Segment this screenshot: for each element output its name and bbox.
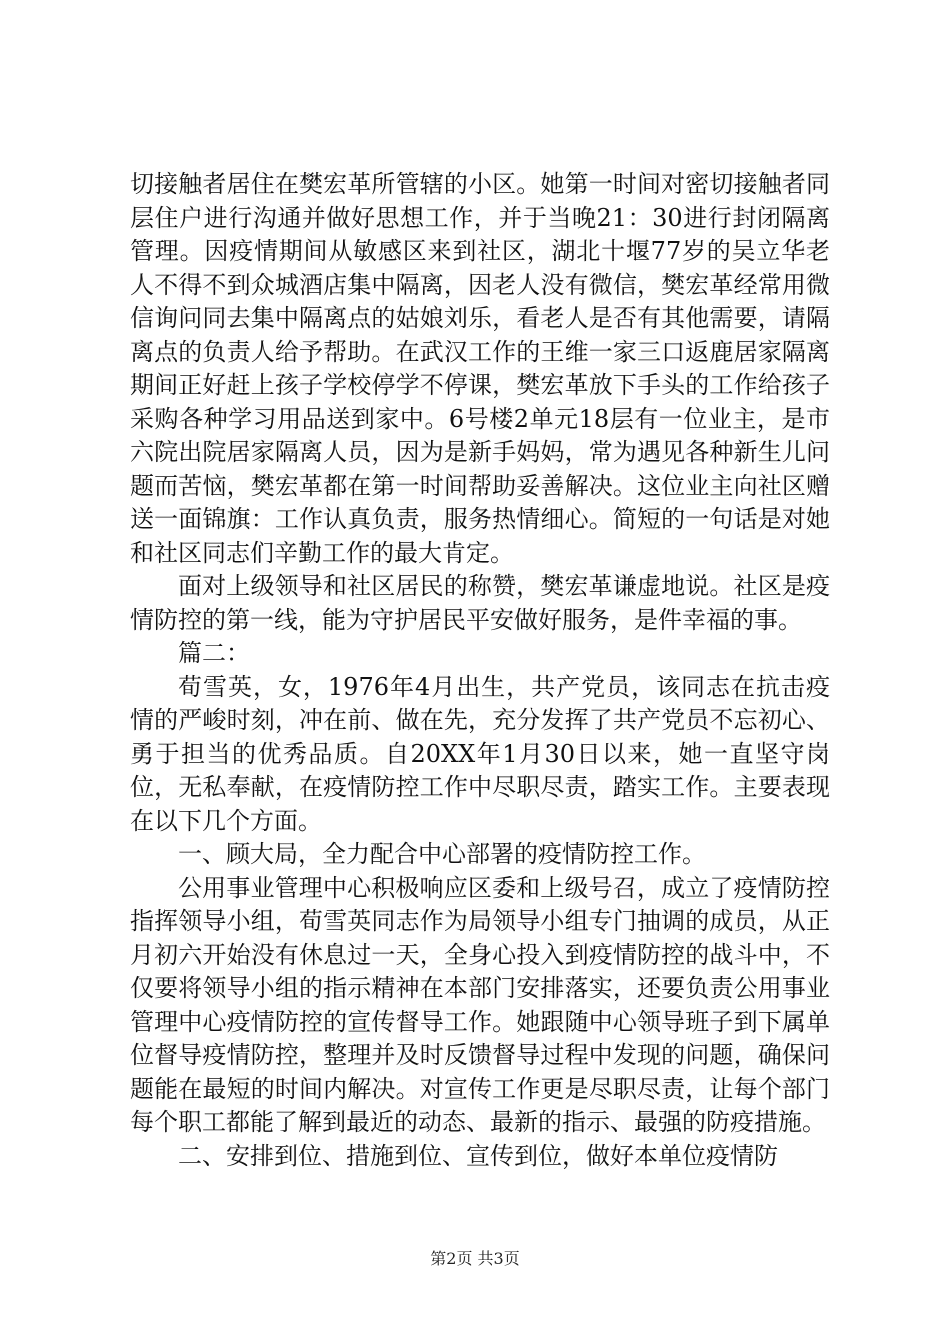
subheading-2: 二、安排到位、措施到位、宣传到位，做好本单位疫情防 [178,1141,778,1170]
paragraph-1: 切接触者居住在樊宏革所管辖的小区。她第一时间对密切接触者同层住户进行沟通并做好思想工作，并于当晚21：30进行封闭隔离管理。因疫情期间从敏感区来到社区，湖北十堰77岁的吴立华老人不得不到众城酒店集中隔离，因老人没有微信，樊宏革经常用微信询问同去集中隔离点的姑娘刘乐，看老人是否有其他需要，请隔离点的负责人给予帮助。在武汉工作的王维一家三口返鹿居家隔离期间正好赶上孩子学校停学不停课，樊宏革放下手头的工作给孩子采购各种学习用品送到家中。6号楼2单元18层有一位业主，是市六院出院居家隔离人员，因为是新手妈妈，常为遇见各种新生儿问题而苦恼，樊宏革都在第一时间帮助妥善解决。这位业主向社区赠送一面锦旗：工作认真负责，服务热情细心。简短的一句话是对她和社区同志们辛勤工作的最大肯定。 [130,170,830,567]
paragraph-2: 面对上级领导和社区居民的称赞，樊宏革谦虚地说。社区是疫情防控的第一线，能为守护居民平安做好服务，是件幸福的事。 [130,572,830,634]
section-heading-part-two: 篇二： [178,639,250,667]
document-body [130,168,830,1173]
subheading-1: 一、顾大局，全力配合中心部署的疫情防控工作。 [178,840,706,868]
paragraph-4: 公用事业管理中心积极响应区委和上级号召，成立了疫情防控指挥领导小组，荀雪英同志作为局领导小组专门抽调的成员，从正月初六开始没有休息过一天，全身心投入到疫情防控的战斗中，不仅要将领导小组的指示精神在本部门安排落实，还要负责公用事业管理中心疫情防控的宣传督导工作。她跟随中心领导班子到下属单位督导疫情防控，整理并及时反馈督导过程中发现的问题，确保问题能在最短的时间内解决。对宣传工作更是尽职尽责，让每个部门每个职工都能了解到最近的动态、最新的指示、最强的防疫措施。 [130,873,830,1136]
page-footer: 第2页 共3页 [430,1249,520,1268]
paragraph-3: 荀雪英，女，1976年4月出生，共产党员，该同志在抗击疫情的严峻时刻，冲在前、做在先，充分发挥了共产党员不忘初心、勇于担当的优秀品质。自20XX年1月30日以来，她一直坚守岗位，无私奉献，在疫情防控工作中尽职尽责，踏实工作。主要表现在以下几个方面。 [130,672,830,835]
